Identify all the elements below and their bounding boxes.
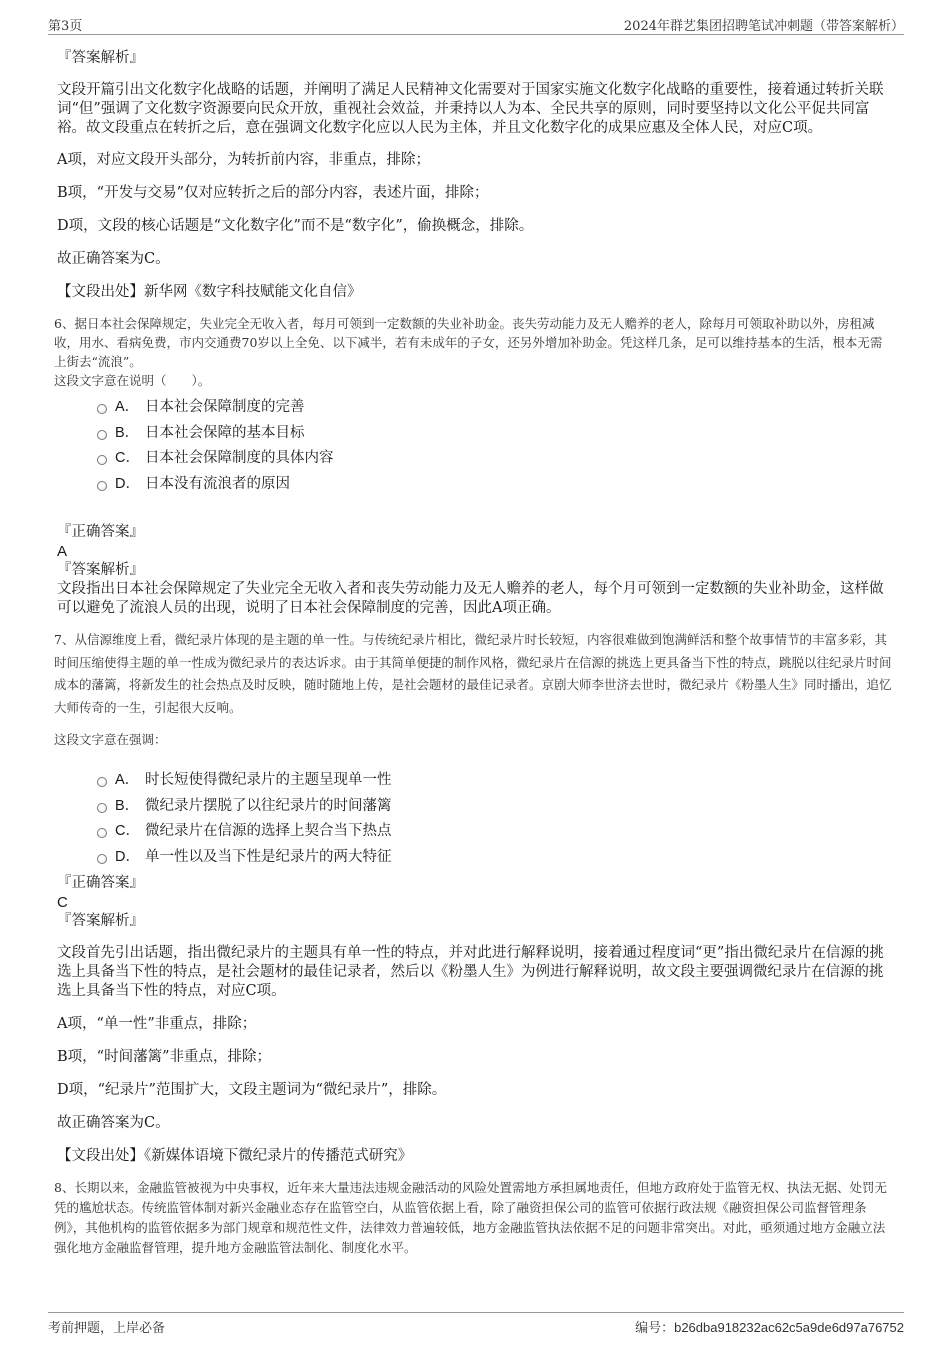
q5-analysis-label: 『答案解析』: [57, 50, 144, 66]
radio-button[interactable]: [97, 777, 107, 787]
q6-analysis-label: 『答案解析』: [57, 562, 144, 578]
page-number: 第3页: [48, 19, 83, 34]
q5-option-d-note: D项，文段的核心话题是“文化数字化”而不是“数字化”，偷换概念，排除。: [57, 218, 534, 234]
q5-source: 【文段出处】新华网《数字科技赋能文化自信》: [57, 284, 362, 300]
radio-button[interactable]: [97, 828, 107, 838]
q7-option-a[interactable]: A． 时长短使得微纪录片的主题呈现单一性: [57, 768, 893, 794]
document-code: [635, 1317, 904, 1336]
q7-analysis-label: 『答案解析』: [57, 913, 144, 929]
radio-button[interactable]: [97, 404, 107, 414]
q6-stem: 6、据日本社会保障规定，失业完全无收入者，每月可领到一定数额的失业补助金。丧失劳动能力及无人赡养的老人，除每月可领取补助以外，房租减收，用水、看病免费，市内交通费70岁以上全免、以下减半，若有未成年的子女，还另外增加补助金。凭这样几条，足可以维持基本的生活，根本无需上街去“流浪”。: [54, 316, 883, 369]
q6-option-a[interactable]: A． 日本社会保障制度的完善: [57, 395, 893, 421]
radio-button[interactable]: [97, 803, 107, 813]
radio-button[interactable]: [97, 481, 107, 491]
q7-conclusion: 故正确答案为C。: [57, 1115, 170, 1131]
q6-analysis: 文段指出日本社会保障规定了失业完全无收入者和丧失劳动能力及无人赡养的老人，每个月可领到一定数额的失业补助金，这样做可以避免了流浪人员的出现，说明了日本社会保障制度的完善，因此A项正确。: [57, 581, 884, 616]
q5-analysis: 文段开篇引出文化数字化战略的话题，并阐明了满足人民精神文化需要对于国家实施文化数字化战略的重要性，接着通过转折关联词“但”强调了文化数字资源要向民众开放，重视社会效益，并秉持以人为本、全民共享的原则，同时要坚持以文化公平促共同富裕。故文段重点在转折之后，意在强调文化数字化应以人民为主体，并且文化数字化的成果应惠及全体人民，对应C项。: [57, 82, 884, 136]
q6-option-d[interactable]: D． 日本没有流浪者的原因: [57, 472, 893, 498]
document-title: 2024年群艺集团招聘笔试冲刺题（带答案解析）: [623, 19, 904, 34]
q7-option-c[interactable]: C． 微纪录片在信源的选择上契合当下热点: [57, 819, 893, 845]
q7-correct-answer: C: [57, 894, 68, 911]
radio-button[interactable]: [97, 854, 107, 864]
q7-option-b[interactable]: B． 微纪录片摆脱了以往纪录片的时间藩篱: [57, 794, 893, 820]
document-code-label: 编号：: [635, 1321, 675, 1336]
q5-option-b-note: B项，“开发与交易”仅对应转折之后的部分内容，表述片面，排除；: [57, 185, 489, 201]
q6-option-c[interactable]: C． 日本社会保障制度的具体内容: [57, 446, 893, 472]
q7-option-d-note: D项，“纪录片”范围扩大，文段主题词为“微纪录片”，排除。: [57, 1082, 447, 1098]
footer-slogan: 考前押题，上岸必备: [48, 1321, 166, 1336]
radio-button[interactable]: [97, 430, 107, 440]
q8-stem: 8、长期以来，金融监管被视为中央事权，近年来大量违法违规金融活动的风险处置需地方承担属地责任，但地方政府处于监管无权、执法无据、处罚无凭的尴尬状态。传统监管体制对新兴金融业态存在监管空白，从监管依据上看，除了融资担保公司的监管可依据行政法规《融资担保公司监督管理条例》，其他机构的监管依据多为部门规章和规范性文件，法律效力普遍较低，地方金融监管执法依据不足的问题非常突出。对此，亟须通过地方金融立法强化地方金融监督管理，提升地方金融监管法制化、制度化水平。: [54, 1180, 887, 1255]
radio-button[interactable]: [97, 455, 107, 465]
q7-option-d[interactable]: D． 单一性以及当下性是纪录片的两大特征: [57, 845, 893, 871]
q7-prompt: 这段文字意在强调：: [54, 732, 167, 747]
page-footer: [48, 1312, 904, 1335]
q6-option-b[interactable]: B． 日本社会保障的基本目标: [57, 421, 893, 447]
q5-option-a-note: A项，对应文段开头部分，为转折前内容，非重点，排除；: [57, 152, 430, 168]
q7-correct-label: 『正确答案』: [57, 875, 144, 891]
q6-options: [57, 395, 893, 497]
q7-options: [57, 768, 893, 870]
document-body: [54, 46, 893, 1258]
q6-prompt: 这段文字意在说明（ ）。: [54, 373, 211, 388]
document-code-value: b26dba918232ac62c5a9de6d97a76752: [674, 1320, 904, 1335]
q7-option-a-note: A项，“单一性”非重点，排除；: [57, 1016, 257, 1032]
q6-correct-answer: A: [57, 543, 68, 560]
q6-correct-label: 『正确答案』: [57, 524, 144, 540]
q5-conclusion: 故正确答案为C。: [57, 251, 170, 267]
page-header: [48, 12, 904, 35]
q7-source: 【文段出处】《新媒体语境下微纪录片的传播范式研究》: [57, 1148, 413, 1164]
q7-stem: 7、从信源维度上看，微纪录片体现的是主题的单一性。与传统纪录片相比，微纪录片时长较短，内容很难做到饱满鲜活和整个故事情节的丰富多彩，其时间压缩使得主题的单一性成为微纪录片的表达诉求。由于其简单便捷的制作风格，微纪录片在信源的挑选上更具备当下性的特点，跳脱以往纪录片时间成本的藩篱，将新发生的社会热点及时反映，随时随地上传，是社会题材的最佳记录者。京剧大师李世济去世时，微纪录片《粉墨人生》同时播出，追忆大师传奇的一生，引起很大反响。: [54, 632, 892, 715]
q7-option-b-note: B项，“时间藩篱”非重点，排除；: [57, 1049, 271, 1065]
q7-analysis: 文段首先引出话题，指出微纪录片的主题具有单一性的特点，并对此进行解释说明，接着通过程度词“更”指出微纪录片在信源的挑选上具备当下性的特点，是社会题材的最佳记录者，然后以《粉墨人生》为例进行解释说明，故文段主要强调微纪录片在信源的挑选上具备当下性的特点，对应C项。: [57, 945, 884, 999]
